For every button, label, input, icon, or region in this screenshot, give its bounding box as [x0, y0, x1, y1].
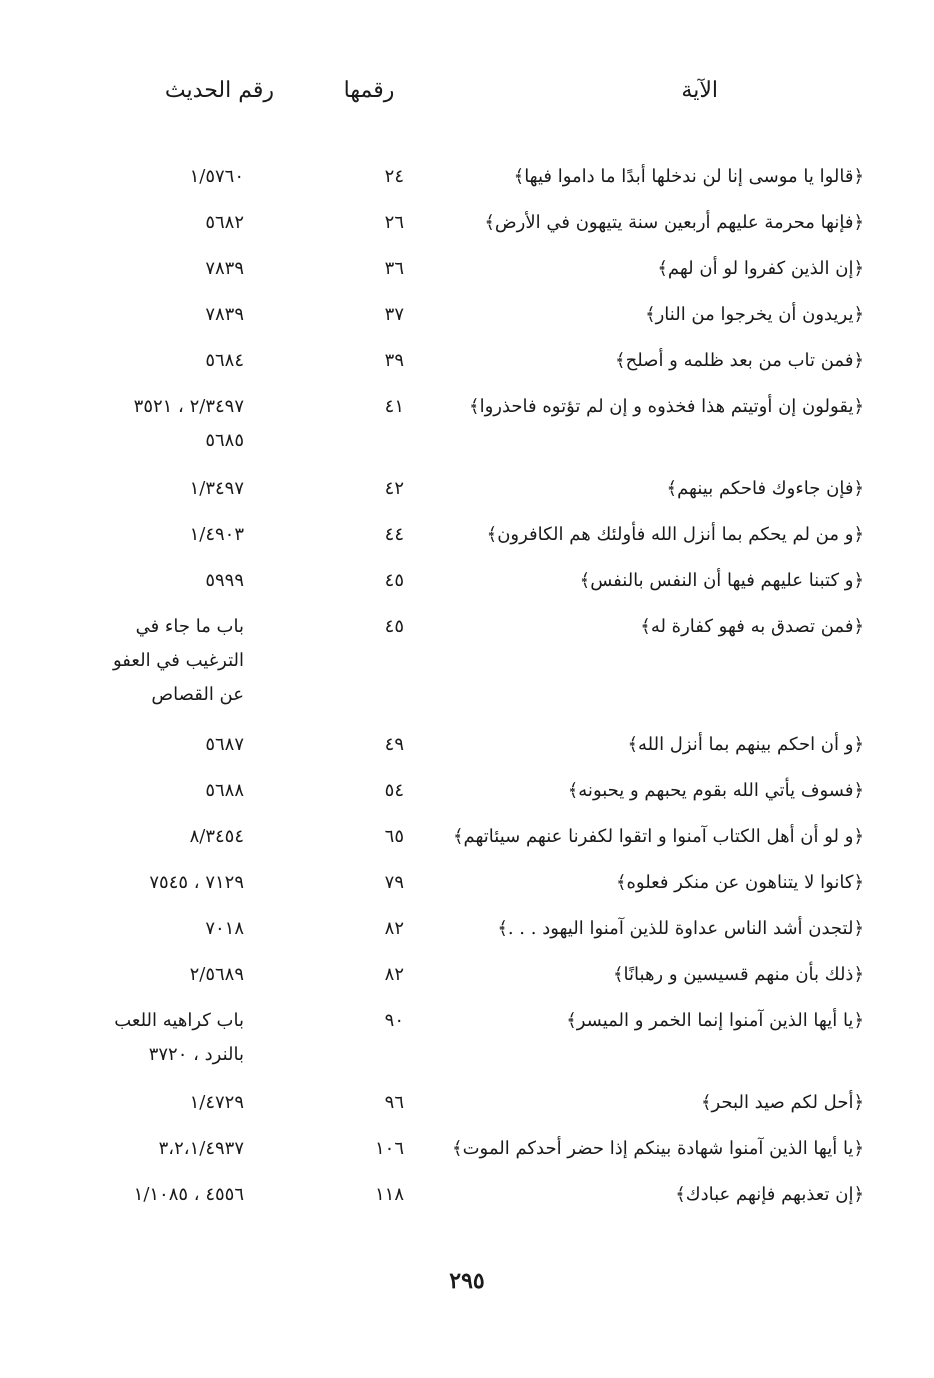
ayah-text: ﴿فإنها محرمة عليهم أربعين سنة يتيهون في الأرض﴾	[484, 212, 864, 233]
hadith-number: ٤٥٥٦ ، ١/١٠٨٥	[133, 1184, 244, 1205]
ayah-number: ٨٢	[384, 918, 404, 939]
ayah-number: ٤١	[384, 396, 404, 417]
ayah-number: ١١٨	[374, 1184, 404, 1205]
ayah-text: ﴿يا أيها الذين آمنوا إنما الخمر و الميسر﴾	[566, 1010, 864, 1031]
ayah-number: ٤٥	[384, 570, 404, 591]
hadith-number: ٥٩٩٩	[205, 570, 244, 591]
ayah-number: ٩٠	[384, 1010, 404, 1031]
ayah-text: ﴿و لو أن أهل الكتاب آمنوا و اتقوا لكفرنا عنهم سيئاتهم﴾	[452, 826, 864, 847]
ayah-text: ﴿فإن جاءوك فاحكم بينهم﴾	[666, 478, 864, 499]
hadith-number: باب ما جاء في الترغيب في العفو عن القصاص	[113, 616, 244, 705]
ayah-text: ﴿إن الذين كفروا لو أن لهم﴾	[657, 258, 864, 279]
ayah-text: ﴿و من لم يحكم بما أنزل الله فأولئك هم الكافرون﴾	[486, 524, 864, 545]
table-header	[0, 78, 934, 118]
ayah-text: ﴿يا أيها الذين آمنوا شهادة بينكم إذا حضر أحدكم الموت﴾	[452, 1138, 864, 1159]
ayah-text: ﴿و أن احكم بينهم بما أنزل الله﴾	[627, 734, 864, 755]
ayah-number: ٣٩	[384, 350, 404, 371]
ayah-number: ٤٩	[384, 734, 404, 755]
hadith-number: ٧١٢٩ ، ٧٥٤٥	[149, 872, 244, 893]
header-hadith: رقم الحديث	[164, 78, 274, 103]
ayah-text: ﴿فمن تاب من بعد ظلمه و أصلح﴾	[615, 350, 864, 371]
ayah-text: ﴿إن تعذبهم فإنهم عبادك﴾	[675, 1184, 864, 1205]
hadith-number: ١/٣٤٩٧	[189, 478, 244, 499]
hadith-number: ٨/٣٤٥٤	[189, 826, 244, 847]
page-number: ٢٩٥	[449, 1268, 485, 1294]
ayah-number: ٤٥	[384, 616, 404, 637]
ayah-text: ﴿كانوا لا يتناهون عن منكر فعلوه﴾	[615, 872, 864, 893]
ayah-text: ﴿أحل لكم صيد البحر﴾	[700, 1092, 864, 1113]
hadith-number: ١/٤٧٢٩	[189, 1092, 244, 1113]
hadith-number: ٧٠١٨	[205, 918, 244, 939]
header-number: رقمها	[343, 78, 395, 103]
hadith-number: ٢/٥٦٨٩	[189, 964, 244, 985]
hadith-number: ١/٤٩٠٣	[189, 524, 244, 545]
ayah-text: ﴿يقولون إن أوتيتم هذا فخذوه و إن لم تؤتوه فاحذروا﴾	[469, 396, 864, 417]
ayah-number: ١٠٦	[374, 1138, 404, 1159]
ayah-number: ٣٦	[384, 258, 404, 279]
hadith-number: ١/٥٧٦٠	[189, 166, 244, 187]
ayah-number: ٧٩	[384, 872, 404, 893]
hadith-number: ٥٦٨٢	[205, 212, 244, 233]
hadith-number: ٥٦٨٨	[205, 780, 244, 801]
ayah-text: ﴿فمن تصدق به فهو كفارة له﴾	[640, 616, 864, 637]
ayah-number: ٦٥	[384, 826, 404, 847]
ayah-number: ٤٢	[384, 478, 404, 499]
ayah-text: ﴿لتجدن أشد الناس عداوة للذين آمنوا اليهود . . .﴾	[497, 918, 864, 939]
ayah-number: ٢٦	[384, 212, 404, 233]
ayah-text: ﴿قالوا يا موسى إنا لن ندخلها أبدًا ما داموا فيها﴾	[513, 166, 864, 187]
ayah-number: ٩٦	[384, 1092, 404, 1113]
hadith-number: ٧٨٣٩	[205, 304, 244, 325]
hadith-number: ٥٦٨٧	[205, 734, 244, 755]
ayah-number: ٣٧	[384, 304, 404, 325]
hadith-number: ٣،٢،١/٤٩٣٧	[158, 1138, 244, 1159]
ayah-number: ٢٤	[384, 166, 404, 187]
ayah-text: ﴿فسوف يأتي الله بقوم يحبهم و يحبونه﴾	[567, 780, 864, 801]
ayah-number: ٤٤	[384, 524, 404, 545]
hadith-number: باب كراهيه اللعب بالنرد ، ٣٧٢٠	[114, 1010, 244, 1065]
hadith-number: ٥٦٨٤	[205, 350, 244, 371]
ayah-number: ٥٤	[384, 780, 404, 801]
ayah-number: ٨٢	[384, 964, 404, 985]
ayah-text: ﴿ذلك بأن منهم قسيسين و رهبانًا﴾	[612, 964, 864, 985]
header-ayah: الآية	[681, 78, 718, 103]
hadith-number: ٧٨٣٩	[205, 258, 244, 279]
hadith-number: ٢/٣٤٩٧ ، ٣٥٢١ ٥٦٨٥	[133, 396, 244, 451]
ayah-text: ﴿و كتبنا عليهم فيها أن النفس بالنفس﴾	[579, 570, 864, 591]
ayah-text: ﴿يريدون أن يخرجوا من النار﴾	[645, 304, 864, 325]
